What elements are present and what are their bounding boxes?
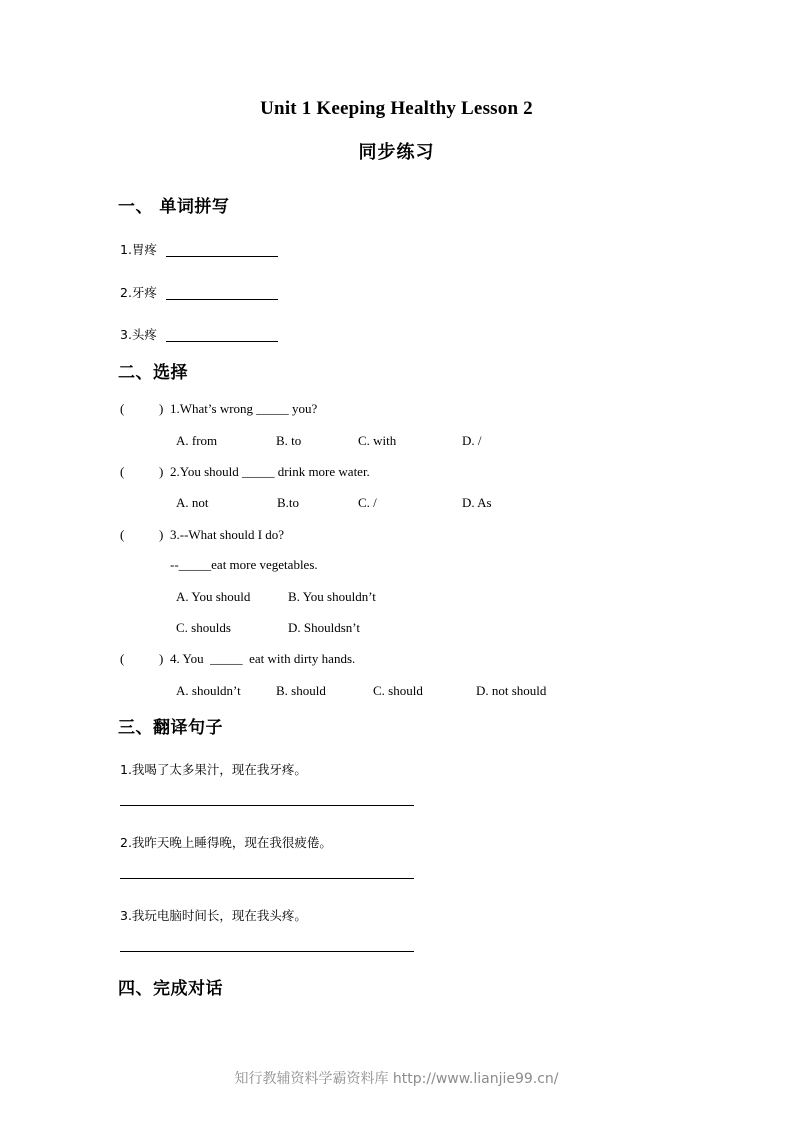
spelling-item-3-blank[interactable]	[166, 341, 278, 342]
choice-q3-option-d[interactable]: D. Shouldsn’t	[288, 620, 360, 635]
translation-item-1-label: 1.我喝了太多果汁，现在我牙疼。	[120, 762, 307, 777]
page-subtitle-chinese: 同步练习	[358, 142, 435, 163]
choice-q3-bracket-close: )	[159, 527, 164, 542]
translation-item-3-answer-line[interactable]	[120, 951, 414, 952]
choice-q2-bracket-close: )	[159, 464, 164, 479]
choice-q1-stem: 1.What’s wrong _____ you?	[170, 401, 318, 416]
section-heading-dialogue: 四、完成对话	[118, 979, 223, 999]
choice-q3-option-a[interactable]: A. You should	[176, 589, 251, 604]
section-heading-choice: 二、选择	[118, 363, 188, 383]
spelling-item-1-blank[interactable]	[166, 256, 278, 257]
choice-q1-option-d[interactable]: D. /	[462, 433, 482, 448]
choice-q1-answer-box[interactable]	[159, 401, 163, 417]
choice-q2-option-d[interactable]: D. As	[462, 495, 492, 510]
choice-q1-option-a[interactable]: A. from	[176, 433, 218, 448]
choice-q2-answer-box[interactable]	[159, 464, 163, 480]
choice-q1-bracket-close: )	[159, 401, 164, 416]
choice-q3-option-c[interactable]: C. shoulds	[176, 620, 231, 635]
spelling-item-3-label: 3.头疼	[120, 327, 157, 342]
choice-q4-answer-box[interactable]	[159, 651, 163, 667]
footer-watermark: 知行教辅资料学霸资料库 http://www.lianjie99.cn/	[234, 1071, 559, 1087]
choice-q3-stem: 3.--What should I do?	[170, 527, 285, 542]
choice-q3-answer-box[interactable]	[159, 527, 163, 543]
choice-q2-option-b[interactable]: B.to	[277, 495, 300, 510]
choice-q4-bracket-close: )	[159, 651, 164, 666]
section-heading-translation: 三、翻译句子	[118, 718, 223, 738]
translation-item-1-answer-line[interactable]	[120, 805, 414, 806]
choice-q3-stem-line2: --_____eat more vegetables.	[170, 557, 318, 572]
choice-q1-option-c[interactable]: C. with	[358, 433, 397, 448]
spelling-item-1-label: 1.胃疼	[120, 242, 157, 257]
translation-item-3-label: 3.我玩电脑时间长，现在我头疼。	[120, 908, 307, 923]
choice-q4-option-d[interactable]: D. not should	[476, 683, 547, 698]
choice-q2-bracket-open: (	[120, 464, 125, 479]
section-heading-spelling: 一、 单词拼写	[118, 197, 230, 217]
spelling-item-2-blank[interactable]	[166, 299, 278, 300]
choice-q4-bracket-open: (	[120, 651, 125, 666]
choice-q4-option-c[interactable]: C. should	[373, 683, 423, 698]
choice-q4-option-b[interactable]: B. should	[276, 683, 326, 698]
choice-q2-option-c[interactable]: C. /	[358, 495, 377, 510]
choice-q1-bracket-open: (	[120, 401, 125, 416]
choice-q4-option-a[interactable]: A. shouldn’t	[176, 683, 241, 698]
choice-q2-stem: 2.You should _____ drink more water.	[170, 464, 370, 479]
choice-q3-bracket-open: (	[120, 527, 125, 542]
choice-q2-option-a[interactable]: A. not	[176, 495, 209, 510]
spelling-item-2-label: 2.牙疼	[120, 285, 157, 300]
choice-q4-stem: 4. You _____ eat with dirty hands.	[170, 651, 356, 666]
translation-item-2-label: 2.我昨天晚上睡得晚，现在我很疲倦。	[120, 835, 332, 850]
page-title-english: Unit 1 Keeping Healthy Lesson 2	[260, 98, 533, 119]
choice-q3-option-b[interactable]: B. You shouldn’t	[288, 589, 376, 604]
translation-item-2-answer-line[interactable]	[120, 878, 414, 879]
choice-q1-option-b[interactable]: B. to	[276, 433, 302, 448]
